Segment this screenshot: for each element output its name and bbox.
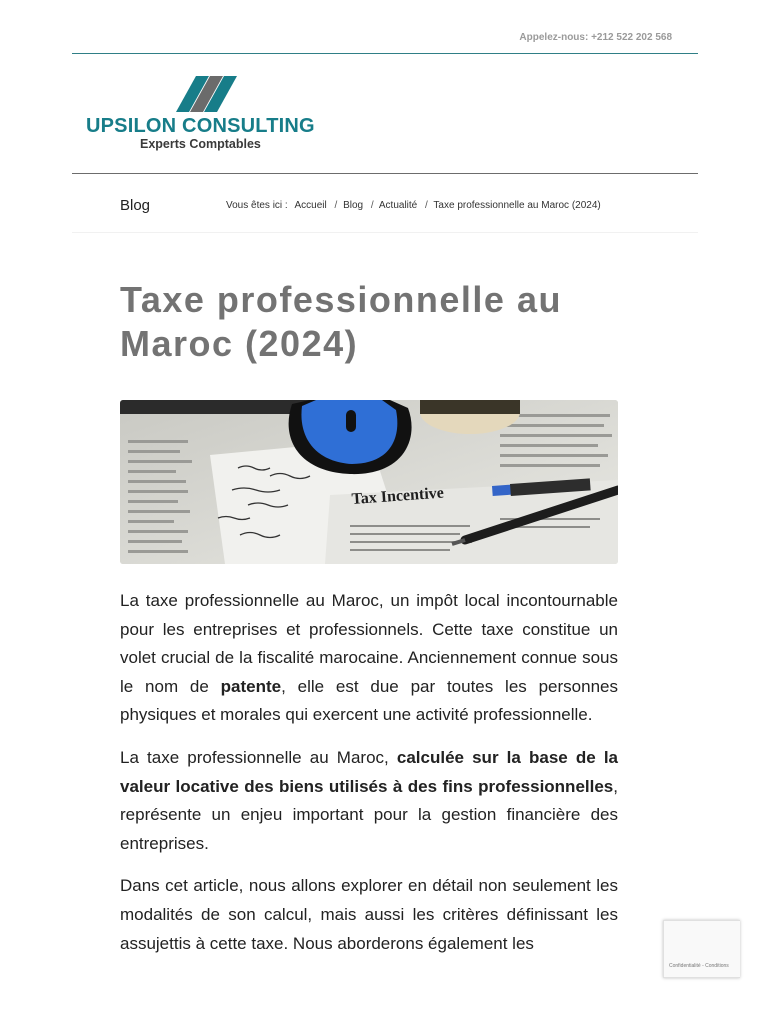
breadcrumb-separator: / xyxy=(334,200,338,211)
article-title: Taxe professionnelle au Maroc (2024) xyxy=(120,279,562,364)
breadcrumb-current: Taxe professionnelle au Maroc (2024) xyxy=(433,200,601,211)
breadcrumb-prefix: Vous êtes ici : xyxy=(226,200,288,211)
article-paragraph xyxy=(120,872,618,958)
paragraph-text: La taxe professionnelle au Maroc, xyxy=(120,747,397,767)
breadcrumb-separator: / xyxy=(370,200,374,211)
paragraph-text: Dans cet article, nous allons explorer en détail non seulement les modalités de son calcul, mais aussi les critères définissant les assujettis à cette taxe. Nous aborderons également les xyxy=(120,876,618,953)
breadcrumb-separator: / xyxy=(425,200,428,211)
breadcrumb-blog-link[interactable]: Blog xyxy=(343,200,364,211)
logo-stripes-icon xyxy=(176,76,246,114)
site-logo[interactable] xyxy=(84,74,344,158)
article-body xyxy=(120,587,618,972)
hero-image-text: Tax Incentive xyxy=(351,484,445,508)
section-title: Blog xyxy=(120,197,151,214)
breadcrumb-actualite-link[interactable]: Actualité xyxy=(378,200,418,211)
breadcrumb-divider xyxy=(72,232,698,233)
tax-documents-illustration xyxy=(120,400,618,564)
logo-company-name: UPSILON CONSULTING xyxy=(86,115,315,137)
breadcrumb xyxy=(226,200,601,211)
recaptcha-links[interactable]: Confidentialité - Conditions xyxy=(669,963,729,969)
header-top-divider xyxy=(72,53,698,54)
article-hero-image xyxy=(120,400,618,564)
breadcrumb-home-link[interactable]: Accueil xyxy=(294,200,327,211)
article-paragraph xyxy=(120,744,618,858)
header-bottom-divider xyxy=(72,173,698,174)
paragraph-bold-text: patente xyxy=(220,676,282,696)
paragraph-text: , représente un enjeu important pour la gestion financière des entreprises. xyxy=(120,776,618,853)
recaptcha-badge[interactable] xyxy=(663,920,740,978)
logo-tagline: Experts Comptables xyxy=(140,137,261,151)
article-paragraph xyxy=(120,587,618,730)
paragraph-bold-text: calculée sur la base de la valeur locative des biens utilisés à des fins professionnelles xyxy=(120,747,618,796)
paragraph-text: , elle est due par toutes les personnes physiques et morales qui exercent une activité professionnelle. xyxy=(120,676,618,725)
header-phone[interactable]: Appelez-nous: +212 522 202 568 xyxy=(519,32,672,43)
paragraph-text: La taxe professionnelle au Maroc, un impôt local incontournable pour les entreprises et professionnels. Cette taxe constitue un volet crucial de la fiscalité marocaine. Anciennement connue sous le nom de xyxy=(120,591,618,696)
